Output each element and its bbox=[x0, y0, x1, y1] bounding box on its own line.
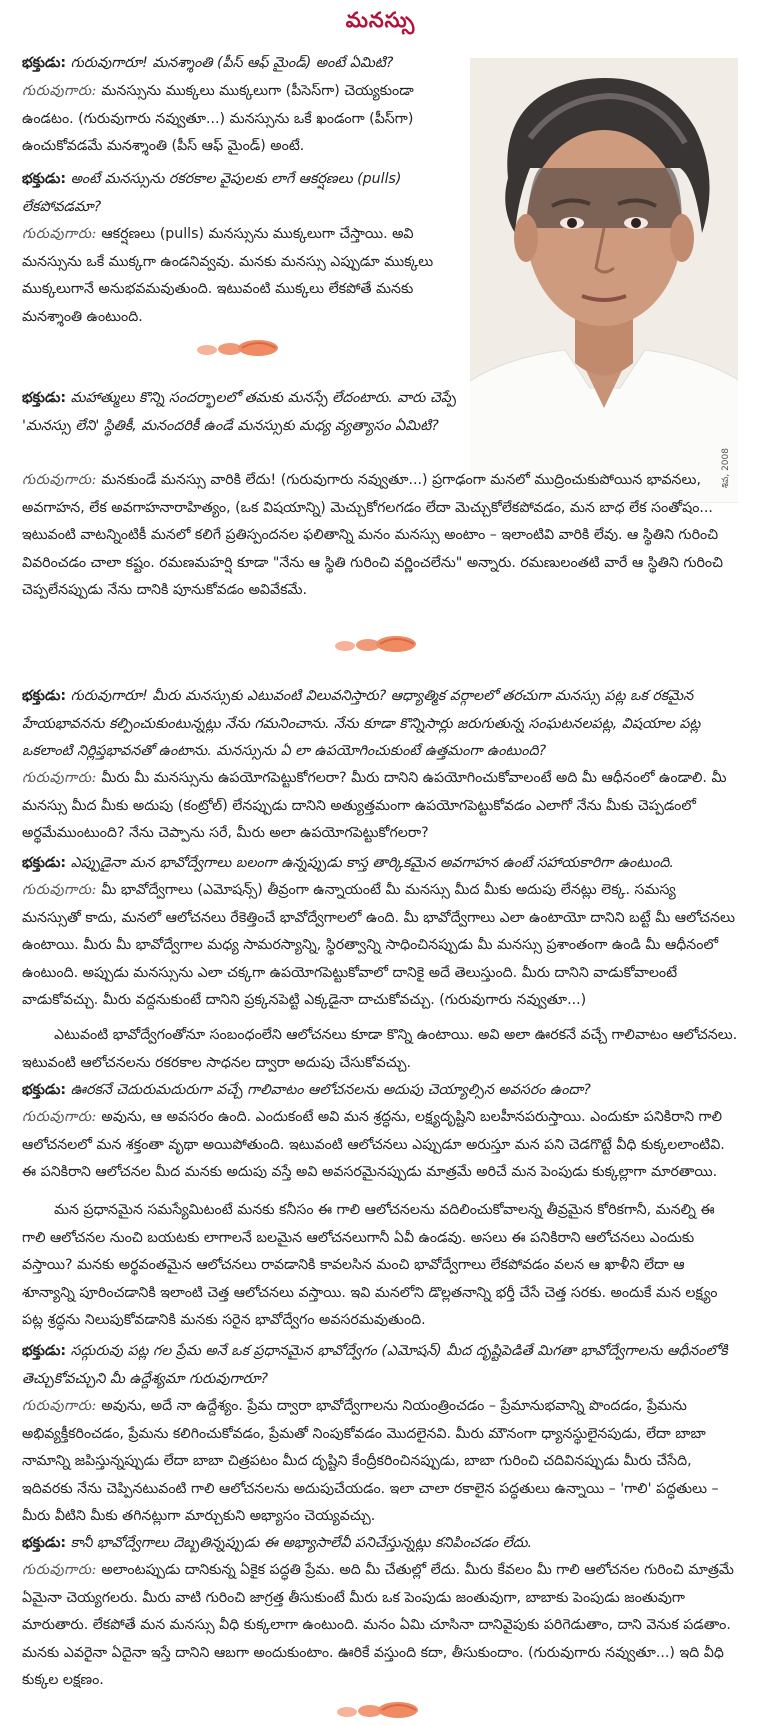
devotee-question bbox=[22, 1338, 739, 1393]
question-text: సద్గురువు పట్ల గల ప్రేమ అనే ఒక ప్రధానమైన భావోద్వేగం (ఎమోషన్) మీద దృష్టిపెడితే మిగతా భావోద్వేగాలను ఆధీనంలోకి తెచ్చుకోవచ్చుని మీ ఉద్దేశ్యమా గురువుగారూ? bbox=[22, 1343, 728, 1387]
guru-label: గురువుగారు: bbox=[22, 1398, 97, 1414]
body-paragraph: ఎటువంటి భావోద్వేగంతోనూ సంబంధంలేని ఆలోచనలు కూడా కొన్ని ఉంటాయి. అవి అలా ఊరకనే వచ్చే గాలివాటం ఆలోచనలు. ఇటువంటి ఆలోచనలను రకరకాల సాధనల ద్వారా అదుపు చేసుకోవచ్చు. bbox=[22, 1027, 738, 1071]
devotee-question bbox=[22, 1530, 739, 1558]
guru-answer bbox=[22, 1393, 739, 1531]
guru-answer bbox=[22, 221, 458, 331]
answer-text: మీ భావోద్వేగాలు (ఎమోషన్స్) తీవ్రంగా ఉన్నాయంటే మీ మనస్సు మీద మీకు అదుపు లేనట్లు లెక్క. సమస్య మనస్సుతో కాదు, మనలో ఆలోచనలు రేకెత్తించే భావోద్వేగాలలో ఉంది. మీ భావోద్వేగాలు ఎలా ఉంటాయో దానిని బట్టే మీ ఆలోచనలు ఉంటాయి. మీరు మీ భావోద్వేగాల మధ్య సామరస్యాన్ని, స్థిరత్వాన్ని సాధించినప్పుడు మీ మనస్సు ప్రశాంతంగా ఉండి మీ ఆధీనంలో ఉంటుంది. అప్పుడు మనస్సును ఎలా చక్కగా ఉపయోగపెట్టుకోవాలో దానికై అదే తెలుస్తుంది. మీరు దానిని వాడుకోవాలంటే వాడుకోవచ్చు. మీరు వద్దనుకుంటే దానిని ప్రక్కనపెట్టి ఎక్కడైనా దాచుకోవచ్చు. (గురువుగారు నవ్వుతూ...) bbox=[22, 882, 736, 1008]
answer-text: అవును, అదే నా ఉద్దేశ్యం. ప్రేమ ద్వారా భావోద్వేగాలను నియంత్రించడం – ప్రేమానుభవాన్ని పొందడం, ప్రేమను అభివ్యక్తీకరించడం, ప్రేమను కలిగించుకోవడం, ప్రేమతో నింపుకోవడం మొదలైనవి. మీరు మౌనంగా ధ్యానస్థులైనపుడు, లేదా బాబా నామాన్ని జపిస్తున్నప్పుడు లేదా బాబా చిత్రపటం మీద దృష్టిని కేంద్రీకరించినప్పుడు, బాబా గురించి చదివినప్పుడు మీరు చేసేది, ఇదివరకు నేను చెప్పినటువంటి గాలి ఆలోచనలను అదుపుచేయడం. ఇలా చాలా రకాలైన పద్ధతులు ఉన్నాయి – 'గాలి' పద్ధతులు – మీరు వీటిని మీకు తగినట్లుగా మార్చుకుని అభ్యాసం చెయ్యవచ్చు. bbox=[22, 1398, 719, 1524]
devotee-question bbox=[22, 850, 739, 878]
guru-label: గురువుగారు: bbox=[22, 1109, 97, 1125]
page-title: మనస్సు bbox=[345, 8, 416, 32]
devotee-label: భక్తుడు: bbox=[22, 1343, 67, 1359]
devotee-question bbox=[22, 166, 458, 221]
answer-text: మనస్సును ముక్కలు ముక్కలుగా (పీసెస్‌గా) చెయ్యకుండా ఉండటం. (గురువుగారు నవ్వుతూ...) మనస్సును ఒకే ఖండంగా (పీస్‌గా) ఉంచుకోవడమే మనశ్శాంతి (పీస్ ఆఫ్ మైండ్) అంటే. bbox=[22, 83, 414, 154]
guru-answer bbox=[22, 78, 458, 161]
flower-divider-icon bbox=[192, 336, 282, 360]
body-paragraph: మన ప్రధానమైన సమస్యేమిటంటే మనకు కనీసం ఈ గాలి ఆలోచనలను వదిలించుకోవాలన్న తీవ్రమైన కోరికగానీ, మనల్ని ఈ గాలి ఆలోచనల నుంచి బయటకు లాగాలనే బలమైన ఆలోచనలుగానీ ఏవీ ఉండవు. అసలు ఈ పనికిరాని ఆలోచనలు ఎందుకు వస్తాయి? మనకు అర్థవంతమైన ఆలోచనలు రావడానికి కావలసిన మంచి భావోద్వేగాలు లేకపోవడం వలన ఆ ఖాళీని లేదా ఆ శూన్యాన్ని పూరించడానికి ఇలాంటి చెత్త ఆలోచనలు వస్తాయి. ఇవి మనలోని డొల్లతనాన్ని భర్తీ చేసే చెత్త సరకు. అందుకే మన లక్ష్యం పట్ల శ్రద్ధను నిలుపుకోవడానికి మనకు సరైన భావోద్వేగం అవసరమవుతుంది. bbox=[22, 1202, 718, 1328]
question-text: కానీ భావోద్వేగాలు దెబ్బతిన్నప్పుడు ఈ అభ్యాసాలేవీ పనిచేస్తున్నట్లు కనిపించడం లేదు. bbox=[70, 1535, 533, 1551]
devotee-label: భక్తుడు: bbox=[22, 1082, 67, 1098]
guru-answer bbox=[22, 1557, 739, 1695]
question-text: మహాత్ములు కొన్ని సందర్భాలలో తమకు మనస్సే లేదంటారు. వారు చెప్పే 'మనస్సు లేని' స్థితికీ, మనందరికీ ఉండే మనస్సుకు మధ్య వ్యత్యాసం ఏమిటి? bbox=[22, 390, 456, 434]
guru-label: గురువుగారు: bbox=[22, 1562, 97, 1578]
devotee-question bbox=[22, 385, 458, 440]
devotee-label: భక్తుడు: bbox=[22, 390, 67, 406]
devotee-question bbox=[22, 683, 739, 766]
answer-text: ఆకర్షణలు (pulls) మనస్సును ముక్కలుగా చేస్తాయి. అవి మనస్సును ఒకే ముక్కగా ఉండనివ్వవు. మనకు మనస్సు ఎప్పుడూ ముక్కలు ముక్కలుగానే అనుభవమవుతుంది. ఇటువంటి ముక్కలు లేకపోతే మనకు మనశ్శాంతి ఉంటుంది. bbox=[22, 226, 434, 325]
answer-text: అవును, ఆ అవసరం ఉంది. ఎందుకంటే అవి మన శ్రద్ధను, లక్ష్యదృష్టిని బలహీనపరుస్తాయి. ఎందుకూ పనికిరాని గాలి ఆలోచనలలో మన శక్తంతా వృథా అయిపోతుంది. ఇటువంటి ఆలోచనలు ఎప్పుడూ అరుస్తూ మన పని చెడగొట్టే వీధి కుక్కలలాంటివి. ఈ పనికిరాని ఆలోచనల మీద మనకు అదుపు వస్తే అవి అవసరమైనప్పుడు మాత్రమే అరిచే మన పెంపుడు కుక్కల్లాగా మారతాయి. bbox=[22, 1109, 725, 1180]
guru-label: గురువుగారు: bbox=[22, 882, 97, 898]
guru-label: గురువుగారు: bbox=[22, 472, 97, 488]
flower-divider-icon bbox=[332, 1698, 422, 1722]
answer-text: అలాంటప్పుడు దానికున్న ఏకైక పద్ధతి ప్రేమ. అది మీ చేతుల్లో లేదు. మీరు కేవలం మీ గాలి ఆలోచనల గురించి మాత్రమే ఏమైనా చెయ్యగలరు. మీరు వాటి గురించి జాగ్రత్త తీసుకుంటే మీరు ఒక పెంపుడు జంతువుగా, బాబాకు పెంపుడు జంతువుగా మారుతారు. లేకపోతే మన మనస్సు వీధి కుక్కలాగా ఉంటుంది. మనం ఏమి చూసినా దానివైపుకు పరిగెడుతాం, దాని వెనుక పడతాం. మనకు ఎవరైనా ఏదైనా ఇస్తే దానిని ఆబగా అందుకుంటాం. ఊరికే వస్తుంది కదా, తీసుకుందాం. (గురువుగారు నవ్వుతూ...) ఇది వీధి కుక్కల లక్షణం. bbox=[22, 1562, 734, 1688]
answer-text: మీరు మీ మనస్సును ఉపయోగపెట్టుకోగలరా? మీరు దానిని ఉపయోగించుకోవాలంటే అది మీ ఆధీనంలో ఉండాలి. మీ మనస్సు మీద మీకు అదుపు (కంట్రోల్) లేనప్పుడు దానిని అత్యుత్తమంగా ఉపయోగపెట్టుకోవడం ఎలాగో నేను మీకు చెప్పడంలో అర్థమేముంటుంది? నేను చెప్పాను సరే, మీరు అలా ఉపయోగపెట్టుకోగలరా? bbox=[22, 770, 727, 841]
question-text: గురువుగారూ! మనశ్శాంతి (పీస్ ఆఫ్ మైండ్) అంటే ఏమిటి? bbox=[70, 55, 394, 71]
devotee-label: భక్తుడు: bbox=[22, 688, 67, 704]
question-text: అంటే మనస్సును రకరకాల వైపులకు లాగే ఆకర్షణలు (pulls) లేకపోవడమా? bbox=[22, 171, 402, 215]
devotee-label: భక్తుడు: bbox=[22, 171, 67, 187]
guru-answer bbox=[22, 877, 739, 1015]
flower-divider-icon bbox=[330, 632, 420, 656]
question-text: గురువుగారూ! మీరు మనస్సుకు ఎటువంటి విలువనిస్తారు? ఆధ్యాత్మిక వర్గాలలో తరచుగా మనస్సు పట్ల ఒక రకమైన హేయభావనను కల్పించుకుంటున్నట్లు నేను గమనించాను. నేను కూడా కొన్నిసార్లు జరుగుతున్న సంఘటనలపట్ల, విషయాల పట్ల ఒకలాంటి నిర్లిప్తభావనతో ఉంటాను. మనస్సును ఏ లా ఉపయోగించుకుంటే ఉత్తమంగా ఉంటుంది? bbox=[22, 688, 701, 759]
question-text: ఎప్పుడైనా మన భావోద్వేగాలు బలంగా ఉన్నప్పుడు కాస్త తార్కికమైన అవగాహన ఉంటే సహాయకారిగా ఉంటుంది. bbox=[70, 855, 674, 871]
guru-answer bbox=[22, 467, 739, 605]
guru-photo bbox=[470, 58, 738, 503]
devotee-question bbox=[22, 50, 458, 78]
guru-answer bbox=[22, 1104, 739, 1187]
devotee-label: భక్తుడు: bbox=[22, 855, 67, 871]
guru-label: గురువుగారు: bbox=[22, 83, 97, 99]
devotee-label: భక్తుడు: bbox=[22, 1535, 67, 1551]
guru-label: గురువుగారు: bbox=[22, 770, 97, 786]
guru-label: గురువుగారు: bbox=[22, 226, 97, 242]
devotee-label: భక్తుడు: bbox=[22, 55, 67, 71]
devotee-question bbox=[22, 1077, 739, 1105]
guru-answer bbox=[22, 765, 739, 848]
answer-text: మనకుండే మనస్సు వారికి లేదు! (గురువుగారు నవ్వుతూ...) ప్రగాఢంగా మనలో ముద్రించుకుపోయిన భావనలు, అవగాహన, లేక అవగాహనారాహిత్యం, (ఒక విషయాన్ని) మెచ్చుకోగలగడం లేదా మెచ్చుకోలేకపోవడం, మన బాధ లేక సంతోషం... ఇటువంటి వాటన్నింటికీ మనలో కలిగే ప్రతిస్పందనల ఫలితాన్ని మనం మనస్సు అంటాం – ఇలాంటివి వారికి లేవు. ఆ స్థితిని గురించి వివరించడం చాలా కష్టం. రమణమహర్షి కూడా "నేను ఆ స్థితి గురించి వర్ణించలేను" అన్నారు. రమణులంతటి వారే ఆ స్థితిని గురించి చెప్పలేనప్పుడు నేను దానికి పూనుకోవడం అవివేకమే. bbox=[22, 472, 723, 598]
photo-caption: శివ, 2008 bbox=[721, 448, 731, 488]
question-text: ఊరకనే చెదురుమదురుగా వచ్చే గాలివాటం ఆలోచనలను అదుపు చెయ్యాల్సిన అవసరం ఉందా? bbox=[70, 1082, 591, 1098]
portrait-image bbox=[470, 58, 738, 503]
